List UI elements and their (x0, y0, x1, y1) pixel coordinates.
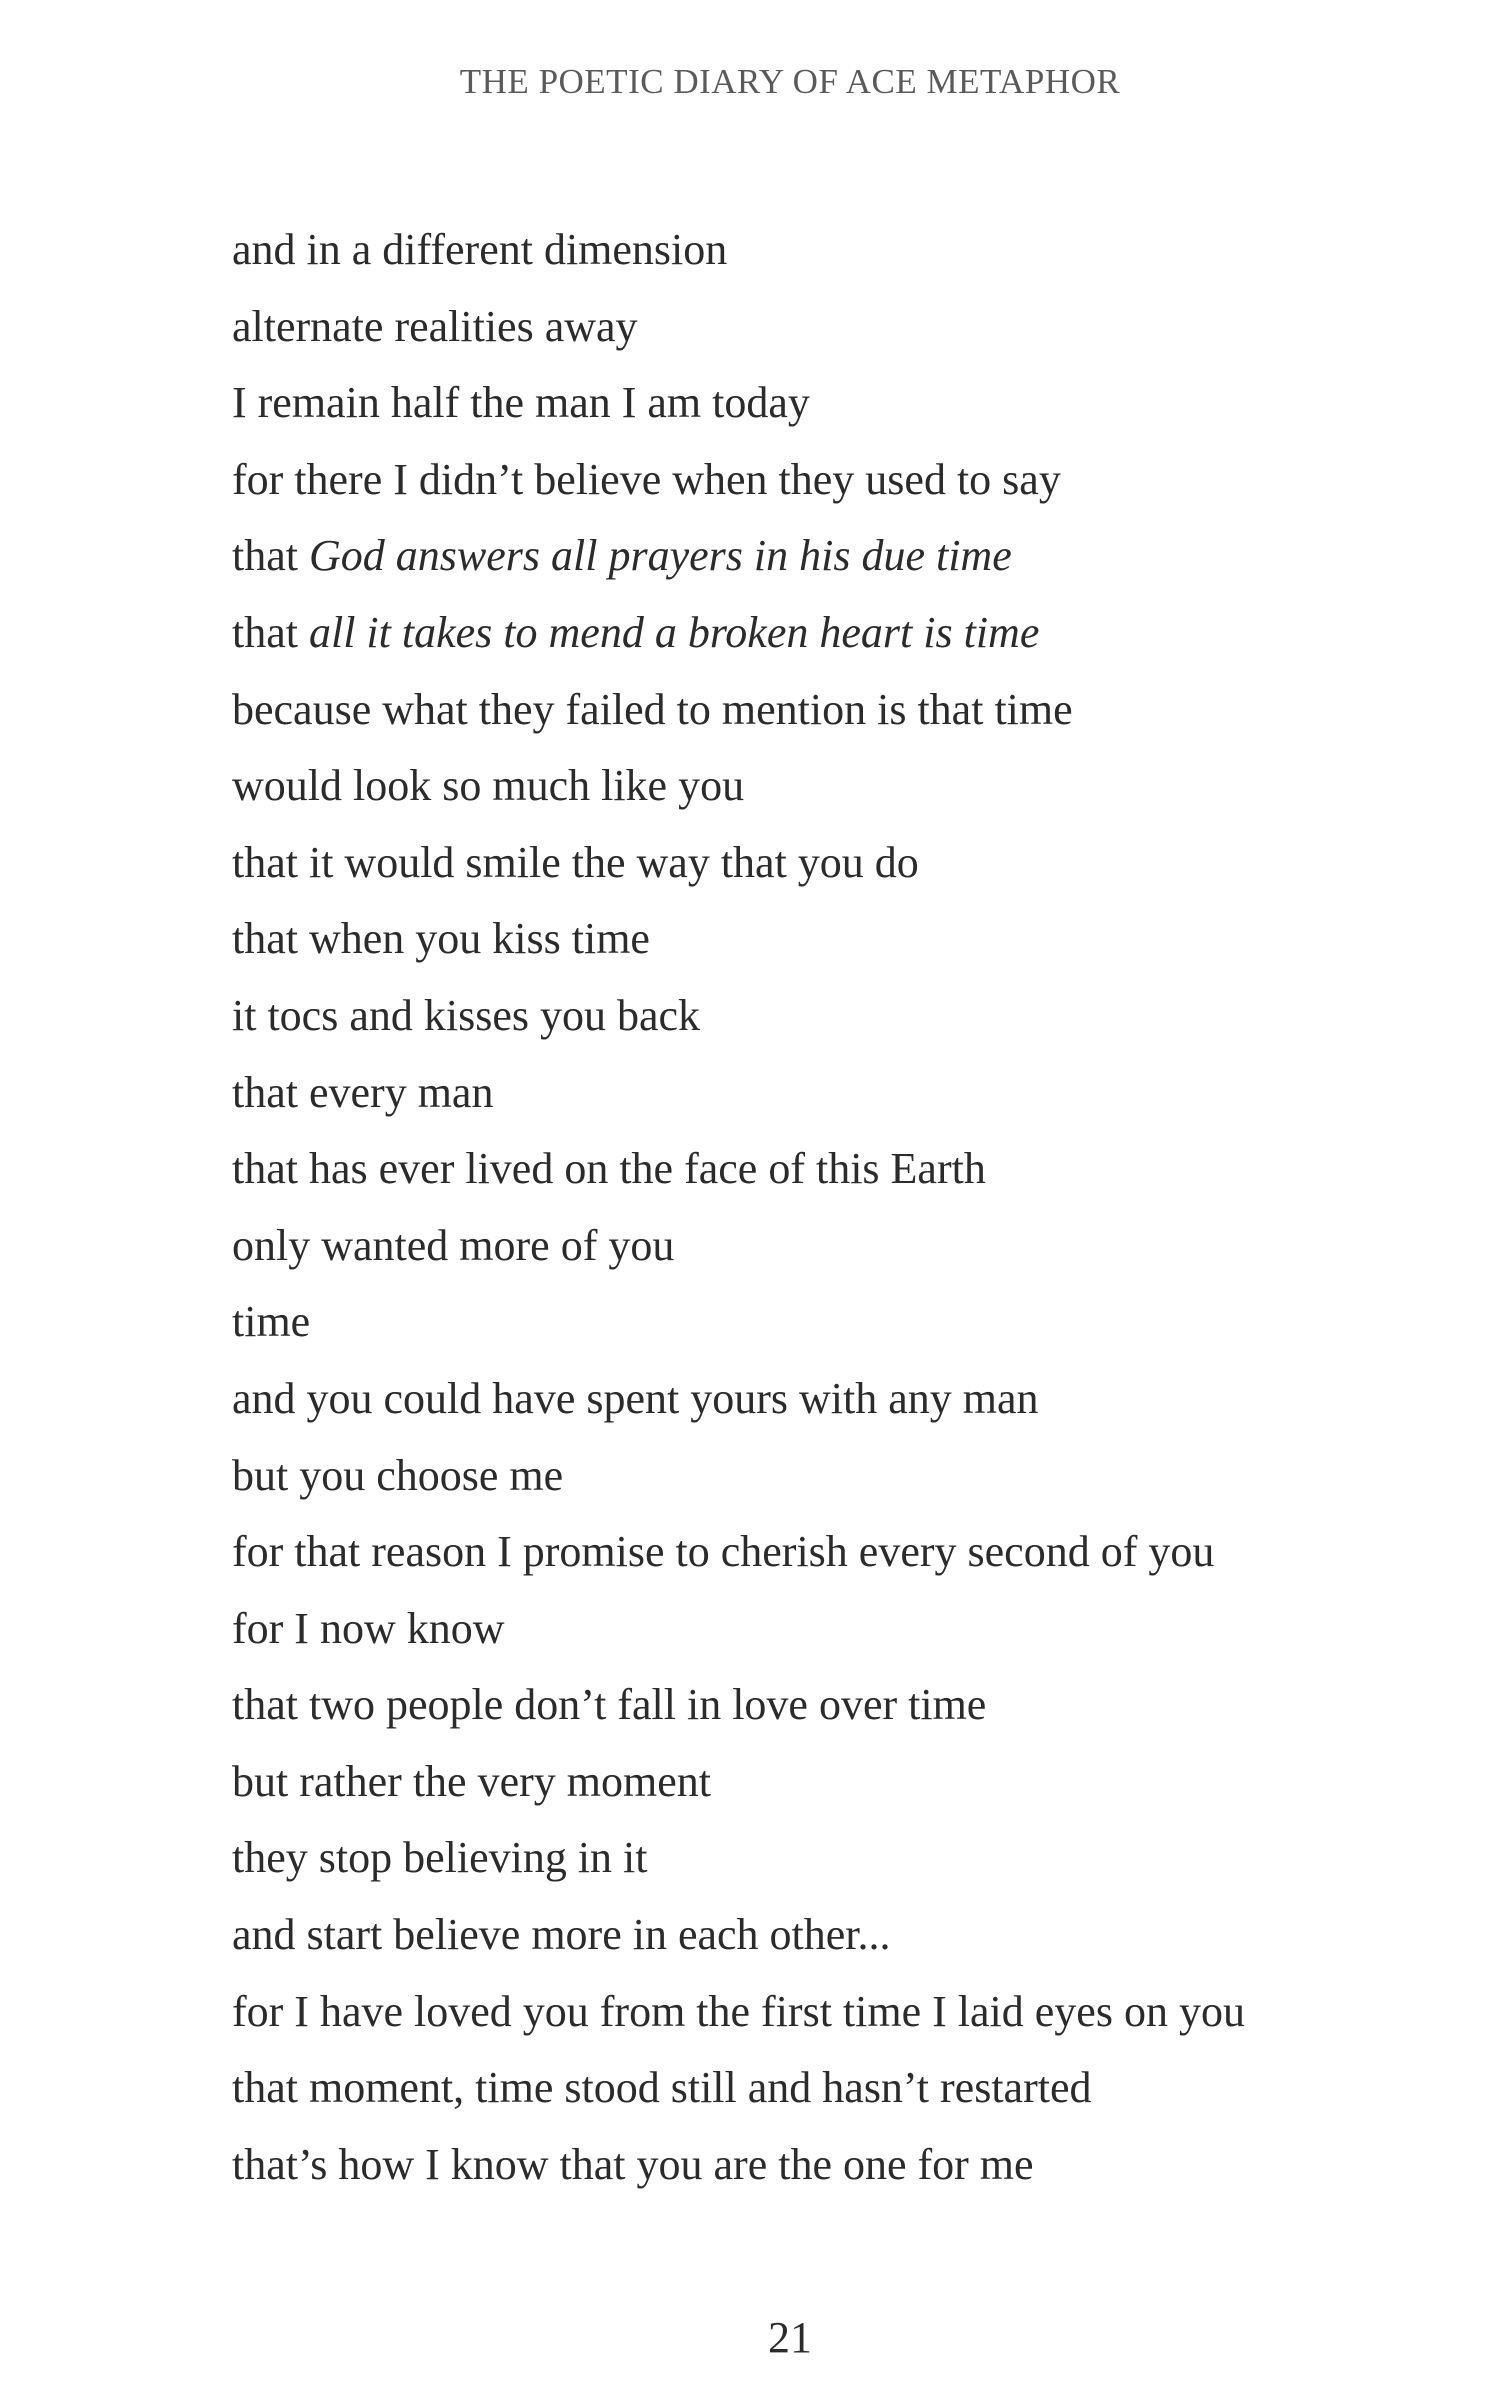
poem-line (232, 1828, 1412, 1905)
poem-line (232, 909, 1412, 986)
poem-line-text: and you could have spent yours with any man (232, 1373, 1039, 1423)
poem-line (232, 1522, 1412, 1599)
poem-line-text: that has ever lived on the face of this Earth (232, 1144, 986, 1194)
poem-line-text: it tocs and kisses you back (232, 990, 701, 1040)
poem-line-text: that moment, time stood still and hasn’t restarted (232, 2063, 1092, 2113)
poem-line-text: that (232, 531, 309, 581)
poem-line (232, 1139, 1412, 1216)
poem-line-italic: all it takes to mend a broken heart is time (308, 607, 1040, 657)
poem-line-text: I remain half the man I am today (232, 378, 810, 428)
poem-line (232, 1369, 1412, 1446)
poem-line (232, 756, 1412, 833)
poem-line (232, 680, 1412, 757)
poem-line-text: and start believe more in each other... (232, 1910, 891, 1960)
poem-line (232, 603, 1412, 680)
poem-line-text: that when you kiss time (232, 914, 650, 964)
poem-line (232, 2135, 1412, 2212)
poem-line-text: that it would smile the way that you do (232, 837, 919, 887)
page-number: 21 (768, 2313, 812, 2362)
poem-line-text: would look so much like you (232, 761, 745, 811)
poem-line (232, 1446, 1412, 1523)
poem-line (232, 1905, 1412, 1982)
poem-line-text: that (232, 607, 309, 657)
poem-line (232, 1599, 1412, 1676)
poem-line-text: they stop believing in it (232, 1833, 648, 1883)
poem-line-text: for I have loved you from the first time I laid eyes on you (232, 1986, 1245, 2036)
poem-line (232, 220, 1412, 297)
poem-body (232, 220, 1412, 2211)
poem-line (232, 1675, 1412, 1752)
poem-line-text: that’s how I know that you are the one for me (232, 2139, 1034, 2189)
poem-line (232, 1752, 1412, 1829)
poem-line-text: that two people don’t fall in love over time (232, 1680, 987, 1730)
poem-line (232, 1063, 1412, 1140)
poem-line (232, 1982, 1412, 2059)
poem-line-text: time (232, 1297, 311, 1347)
running-head: THE POETIC DIARY OF ACE METAPHOR (459, 62, 1121, 101)
poem-line (232, 450, 1412, 527)
poem-line (232, 297, 1412, 374)
poem-line (232, 1292, 1412, 1369)
poem-line (232, 833, 1412, 910)
poem-line-text: that every man (232, 1067, 494, 1117)
poem-line (232, 526, 1412, 603)
poem-line-text: for that reason I promise to cherish every second of you (232, 1527, 1215, 1577)
poem-line-text: for I now know (232, 1603, 505, 1653)
poem-line-text: alternate realities away (232, 301, 638, 351)
poem-line (232, 373, 1412, 450)
poem-line-text: but rather the very moment (232, 1756, 711, 1806)
poem-line (232, 986, 1412, 1063)
poem-line-text: for there I didn’t believe when they used to say (232, 454, 1061, 504)
poem-line-text: and in a different dimension (232, 225, 728, 274)
poem-line-text: only wanted more of you (232, 1220, 675, 1270)
poem-line-text: but you choose me (232, 1450, 564, 1500)
poem-line-text: because what they failed to mention is that time (232, 684, 1073, 734)
poem-line (232, 2058, 1412, 2135)
poem-line (232, 1216, 1412, 1293)
poem-line-italic: God answers all prayers in his due time (308, 531, 1012, 581)
